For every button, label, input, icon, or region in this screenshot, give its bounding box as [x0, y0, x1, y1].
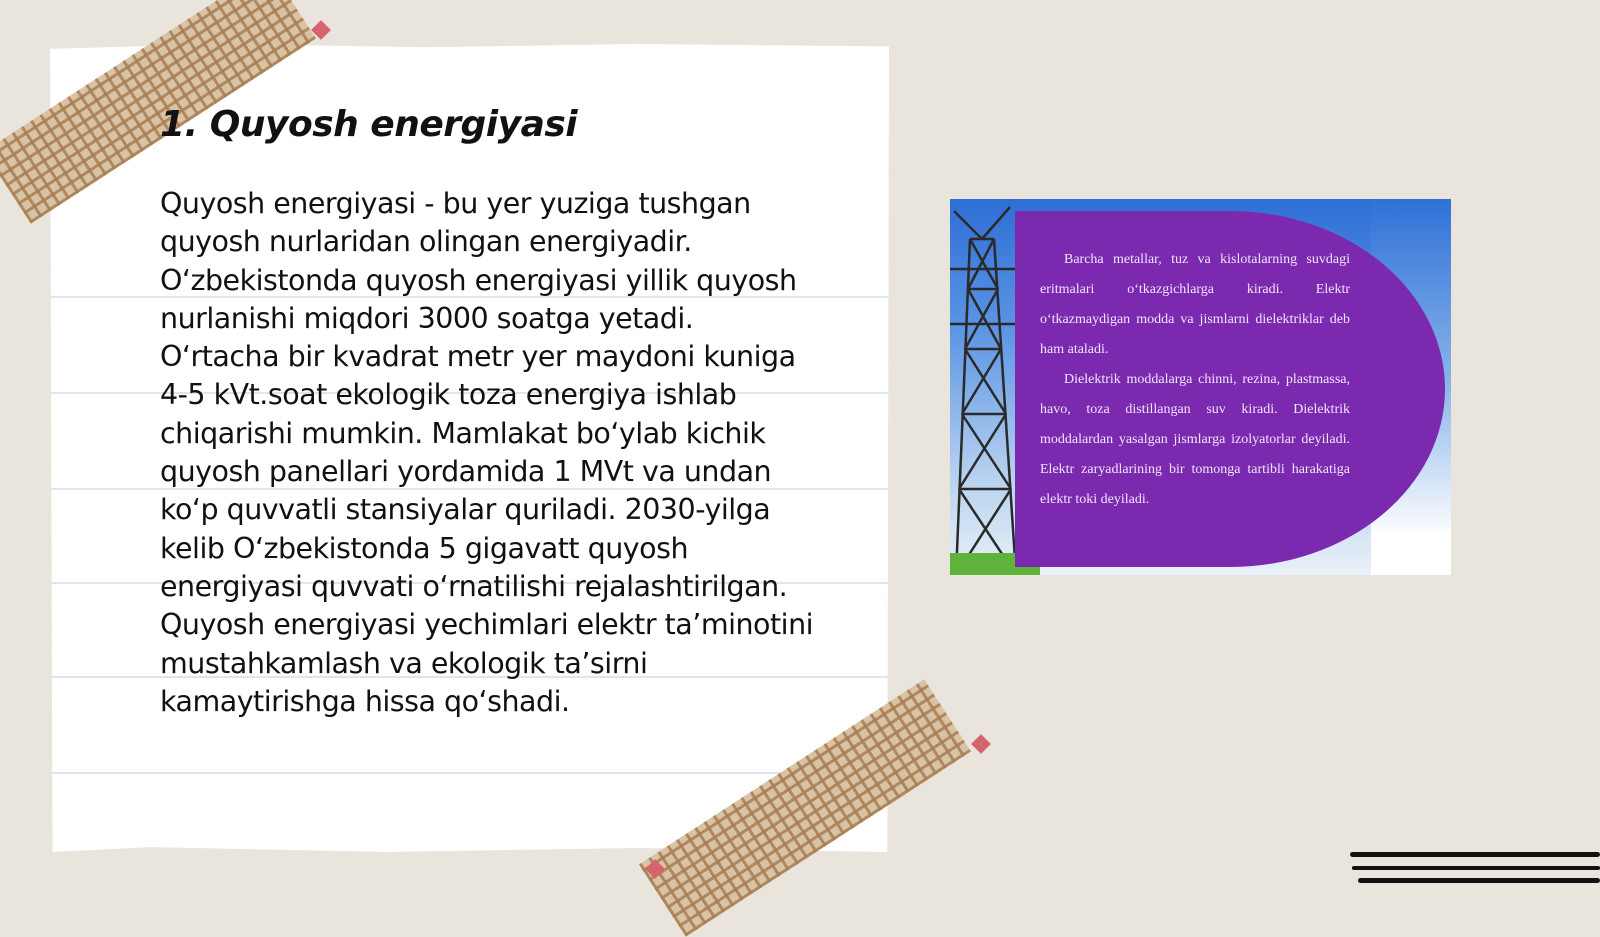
image-paragraph-2: Dielektrik moddalarga chinni, rezina, plastmassa, havo, toza distillangan suv kiradi. Dielektrik moddalardan yasalgan jismlarga izolyatorlar deyiladi. Elektr zaryadlarining bir tomonga tartibli harakatiga elektr toki deyiladi.	[1040, 372, 1350, 507]
decorative-stroke	[1350, 852, 1600, 857]
image-paragraph-1: Barcha metallar, tuz va kislotalarning suvdagi eritmalari o‘tkazgichlarga kiradi. Elektr o‘tkazmaydigan modda va jismlarni dielektriklar deb ham ataladi.	[1040, 252, 1350, 357]
tape-pin	[971, 734, 991, 754]
paper-rule	[50, 772, 889, 774]
illustration-image	[950, 199, 1451, 575]
slide-title: 1. Quyosh energiyasi	[160, 104, 578, 145]
decorative-stroke	[1358, 878, 1600, 883]
slide-body-text: Quyosh energiyasi - bu yer yuziga tushgan quyosh nurlaridan olingan energiyadir. O‘zbekistonda quyosh energiyasi yillik quyosh nurlanishi miqdori 3000 soatga yetadi. O‘rtacha bir kvadrat metr yer maydoni kuniga 4-5 kVt.soat ekologik toza energiya ishlab chiqarishi mumkin. Mamlakat bo‘ylab kichik quyosh panellari yordamida 1 MVt va undan ko‘p quvvatli stansiyalar quriladi. 2030-yilga kelib O‘zbekistonda 5 gigavatt quyosh energiyasi quvvati o‘rnatilishi rejalashtirilgan. Quyosh energiyasi yechimlari elektr ta’minotini mustahkamlash va ekologik ta’sirni kamaytirishga hissa qo‘shadi.	[160, 187, 814, 718]
image-text	[1040, 245, 1350, 515]
decorative-stroke	[1352, 866, 1600, 870]
